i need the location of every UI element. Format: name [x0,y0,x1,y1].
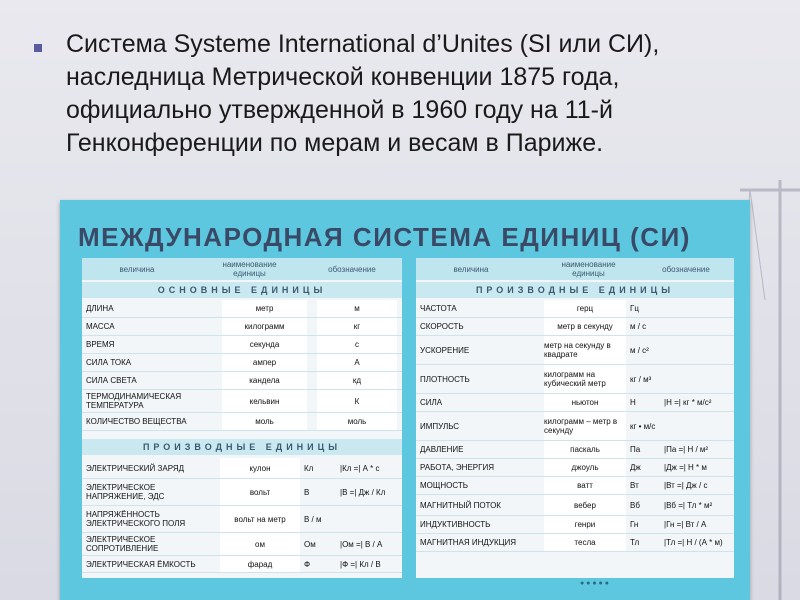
unit-name-cell: герц [544,300,626,317]
header-quantity: величина [453,265,489,274]
table-row [416,534,734,551]
unit-name-cell: вебер [544,495,626,515]
table-row [416,365,734,393]
unit-name-cell: метр в секунду [544,318,626,335]
unit-name-cell: метр [222,300,307,317]
header-quantity: величина [119,265,155,274]
header-unit-name: наименование единицы [222,260,277,278]
unit-name-cell: вольт на метр [220,506,300,532]
unit-name-cell: ньютон [544,394,626,411]
right-table-header [416,258,734,280]
symbol-cell: с [317,336,397,353]
poster-title: МЕЖДУНАРОДНАЯ СИСТЕМА ЕДИНИЦ (СИ) [78,222,691,252]
unit-name-cell: кельвин [222,390,307,412]
unit-name-cell: секунда [222,336,307,353]
quantity-cell: СИЛА СВЕТА [86,376,137,385]
definition-cell: |В =| Дж / Кл [340,487,386,497]
band-derived-units-right: ПРОИЗВОДНЫЕ ЕДИНИЦЫ [416,282,734,298]
unit-name-cell: джоуль [544,459,626,476]
definition-cell: |Ом =| В / А [340,539,383,549]
poster-footer-logo: ● ● ● ● ● [580,580,609,587]
table-row [416,336,734,364]
quantity-cell: ЭЛЕКТРИЧЕСКОЕ НАПРЯЖЕНИЕ, ЭДС [86,483,165,501]
table-row [416,394,734,411]
table-row [82,390,402,412]
symbol-cell: Вт [630,481,639,490]
definition-cell: |Па =| Н / м² [664,445,709,454]
definition-cell: |Тл =| Н / (А * м) [664,538,723,547]
intro-paragraph: Система Systeme International d’Unites (SI или СИ), наследница Метрической конвенции 1875 года, официально утвержденной в 1960 году на 11-й Генконференции по мерам и весам в Париже. [66,30,660,157]
si-units-poster [60,200,750,600]
table-row [82,533,402,555]
symbol-cell: Ф [304,559,311,569]
symbol-cell: Ом [304,539,316,549]
symbol-cell: Н [630,398,636,407]
unit-name-cell: кандела [222,372,307,389]
symbol-cell: м / с [630,322,647,331]
table-row [416,412,734,440]
quantity-cell: ЭЛЕКТРИЧЕСКОЕ СОПРОТИВЛЕНИЕ [86,535,159,553]
row-separator [416,551,734,552]
table-row [82,372,402,389]
unit-name-cell: фарад [220,556,300,572]
quantity-cell: СИЛА [420,398,443,407]
table-row [416,516,734,533]
symbol-cell: Кл [304,463,314,473]
unit-name-cell: моль [222,413,307,430]
quantity-cell: ЭЛЕКТРИЧЕСКАЯ ЁМКОСТЬ [86,559,196,569]
table-row [82,506,402,532]
unit-name-cell: ампер [222,354,307,371]
definition-cell: |Н =| кг * м/с² [664,398,712,407]
definition-cell [664,318,734,335]
table-row [82,479,402,505]
definition-cell: |Дж =| Н * м [664,463,707,472]
quantity-cell: УСКОРЕНИЕ [420,345,470,355]
quantity-cell: ЭЛЕКТРИЧЕСКИЙ ЗАРЯД [86,463,185,473]
definition-cell [664,412,734,440]
quantity-cell: ВРЕМЯ [86,340,115,349]
header-symbol: обозначение [328,265,376,274]
quantity-cell: СИЛА ТОКА [86,358,132,367]
quantity-cell: СКОРОСТЬ [420,322,464,331]
definition-cell [340,506,402,532]
unit-name-cell: килограмм – метр в секунду [544,412,626,440]
symbol-cell: В / м [304,514,322,524]
symbol-cell: Гц [630,304,639,313]
quantity-cell: НАПРЯЖЁННОСТЬ ЭЛЕКТРИЧЕСКОГО ПОЛЯ [86,510,186,528]
unit-name-cell: кулон [220,458,300,478]
row-separator [82,572,402,573]
symbol-cell: кг / м³ [630,374,652,384]
unit-name-cell: килограмм [222,318,307,335]
definition-cell: |Ф =| Кл / В [340,559,381,569]
table-row [82,318,402,335]
unit-name-cell: вольт [220,479,300,505]
definition-cell: |Кл =| А * с [340,463,380,473]
table-row [416,318,734,335]
symbol-cell: кг • м/с [630,421,656,431]
definition-cell [664,365,734,393]
symbol-cell: м / с² [630,345,649,355]
symbol-cell: моль [317,413,397,430]
definition-cell: |Вт =| Дж / с [664,481,708,490]
unit-name-cell: метр на секунду в квадрате [544,336,626,364]
symbol-cell: Гн [630,520,639,529]
header-symbol: обозначение [662,265,710,274]
quantity-cell: ДАВЛЕНИЕ [420,445,464,454]
symbol-cell: кг [317,318,397,335]
left-table [82,258,402,578]
table-row [82,300,402,317]
quantity-cell: ТЕРМОДИНАМИЧЕСКАЯ ТЕМПЕРАТУРА [86,392,182,410]
quantity-cell: КОЛИЧЕСТВО ВЕЩЕСТВА [86,417,187,426]
definition-cell: |Гн =| Вт / А [664,520,707,529]
row-separator [82,430,402,431]
symbol-cell: Па [630,445,641,454]
definition-cell [664,300,734,317]
symbol-cell: А [317,354,397,371]
left-table-header [82,258,402,280]
symbol-cell: Дж [630,463,641,472]
symbol-cell: Вб [630,500,640,510]
definition-cell [664,336,734,364]
unit-name-cell: килограмм на кубический метр [544,365,626,393]
quantity-cell: МАССА [86,322,115,331]
symbol-cell: кд [317,372,397,389]
quantity-cell: МАГНИТНЫЙ ПОТОК [420,500,501,510]
table-row [416,459,734,476]
quantity-cell: ПЛОТНОСТЬ [420,374,470,384]
band-base-units: ОСНОВНЫЕ ЕДИНИЦЫ [82,282,402,298]
right-table [416,258,734,578]
table-row [82,458,402,478]
definition-cell: |Вб =| Тл * м² [664,500,713,510]
quantity-cell: ИНДУКТИВНОСТЬ [420,520,491,529]
quantity-cell: МОЩНОСТЬ [420,481,469,490]
quantity-cell: РАБОТА, ЭНЕРГИЯ [420,463,494,472]
symbol-cell: м [317,300,397,317]
unit-name-cell: ом [220,533,300,555]
table-row [82,556,402,572]
table-row [416,477,734,494]
quantity-cell: ДЛИНА [86,304,114,313]
symbol-cell: В [304,487,310,497]
bullet-icon [34,44,42,52]
table-row [82,354,402,371]
symbol-cell: Тл [630,538,640,547]
table-row [416,495,734,515]
unit-name-cell: паскаль [544,441,626,458]
symbol-cell: К [317,390,397,412]
table-row [416,441,734,458]
table-row [416,300,734,317]
table-row [82,336,402,353]
header-unit-name: наименование единицы [561,260,616,278]
table-row [82,413,402,430]
unit-name-cell: тесла [544,534,626,551]
unit-name-cell: генри [544,516,626,533]
unit-name-cell: ватт [544,477,626,494]
quantity-cell: ЧАСТОТА [420,304,457,313]
quantity-cell: МАГНИТНАЯ ИНДУКЦИЯ [420,538,517,547]
band-derived-units-left: ПРОИЗВОДНЫЕ ЕДИНИЦЫ [82,439,402,455]
quantity-cell: ИМПУЛЬС [420,421,460,431]
